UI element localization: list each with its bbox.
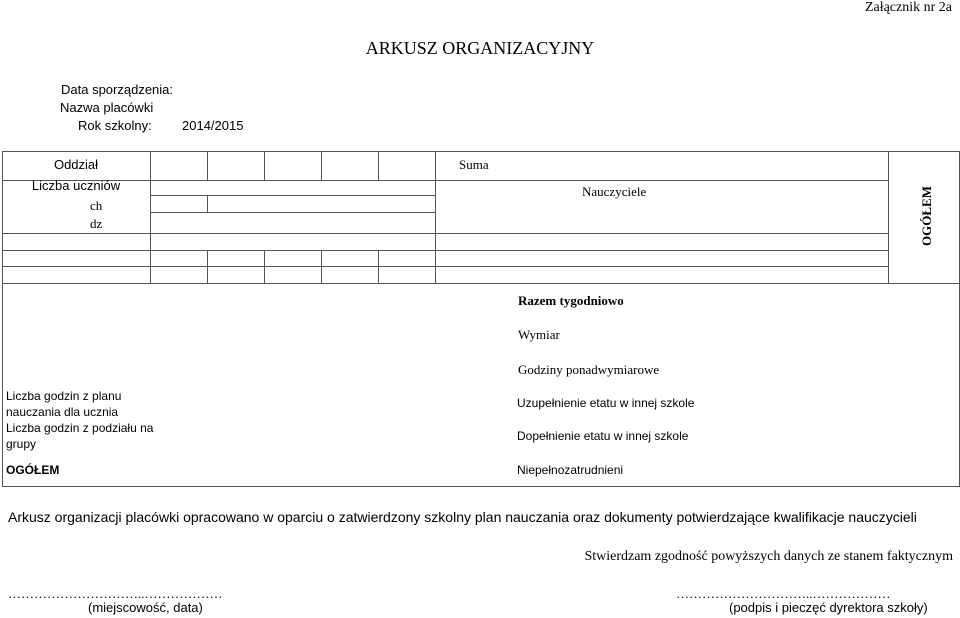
- razem-tygodniowo-label: Razem tygodniowo: [518, 293, 624, 308]
- signature-dots: …………………………..………………: [676, 586, 891, 601]
- liczba-godzin-podzialu-label: Liczba godzin z podziału na grupy: [6, 421, 154, 451]
- basis-note: Arkusz organizacji placówki opracowano w oparciu o zatwierdzony szkolny plan nauczania oraz dokumenty potwierdzające kwalifikacje nauczycieli: [8, 509, 917, 525]
- ogolem-label: OGÓŁEM: [6, 463, 60, 477]
- niepelnozatrudnieni-label: Niepełnozatrudnieni: [517, 463, 624, 477]
- dopelnienie-label: Dopełnienie etatu w innej szkole: [517, 429, 689, 443]
- school-year-value: 2014/2015: [182, 118, 244, 133]
- godziny-ponadwymiarowe-label: Godziny ponadwymiarowe: [518, 362, 660, 377]
- school-name-label: Nazwa placówki: [60, 100, 154, 115]
- dz-label: dz: [90, 216, 103, 231]
- ogolem-vertical-label: OGÓŁEM: [919, 186, 934, 246]
- school-year-label: Rok szkolny:: [78, 118, 152, 133]
- place-date-label: (miejscowość, data): [88, 600, 203, 615]
- certify-statement: Stwierdzam zgodność powyższych danych ze stanem faktycznym: [584, 549, 953, 564]
- wymiar-label: Wymiar: [518, 327, 560, 342]
- nauczyciele-label: Nauczyciele: [582, 184, 647, 199]
- liczba-godzin-planu-label: Liczba godzin z planu nauczania dla ucznia: [6, 389, 122, 419]
- suma-label: Suma: [459, 157, 489, 172]
- uzupelnienie-label: Uzupełnienie etatu w innej szkole: [517, 396, 695, 410]
- liczba-uczniow-label: Liczba uczniów: [31, 178, 121, 193]
- date-label: Data sporządzenia:: [61, 82, 174, 97]
- document-title: ARKUSZ ORGANIZACYJNY: [365, 38, 595, 58]
- signature-label: (podpis i pieczęć dyrektora szkoły): [729, 600, 928, 615]
- oddzial-label: Oddział: [53, 157, 99, 172]
- place-date-dots: …………………………..………………: [8, 586, 223, 601]
- ch-label: ch: [90, 198, 103, 213]
- annex-label: Załącznik nr 2a: [864, 0, 952, 15]
